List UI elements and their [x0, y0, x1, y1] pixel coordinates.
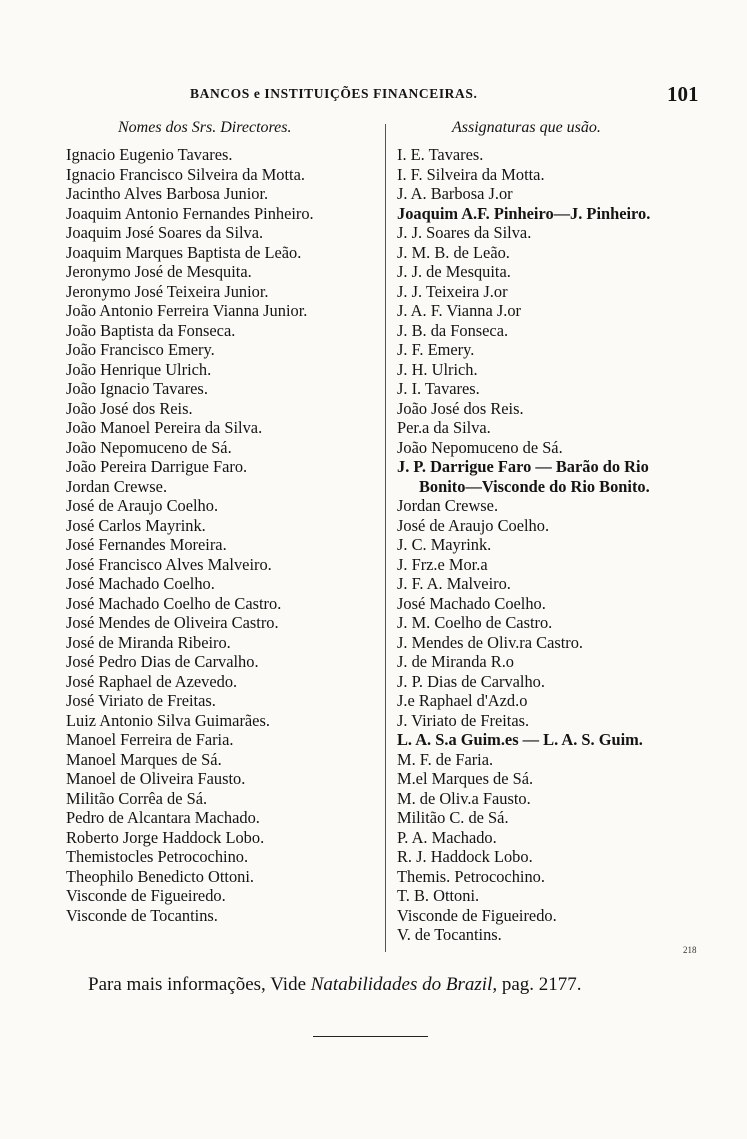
- signature-row: J. B. da Fonseca.: [397, 320, 509, 340]
- signature-row: J. I. Tavares.: [397, 379, 480, 398]
- director-name-row: Visconde de Tocantins.: [66, 905, 218, 925]
- signature-row: J. C. Mayrink.: [397, 535, 492, 554]
- director-name-row: João Nepomuceno de Sá.: [66, 437, 232, 457]
- director-name-row: Luiz Antonio Silva Guimarães.: [66, 710, 270, 730]
- director-name-row: José Mendes de Oliveira Castro.: [66, 613, 279, 632]
- page-title: BANCOS e INSTITUIÇÕES FINANCEIRAS.: [190, 86, 478, 101]
- director-name-row: José Raphael de Azevedo.: [66, 671, 238, 691]
- director-name-row: Ignacio Eugenio Tavares.: [66, 145, 233, 164]
- signature-row: J. A. F. Vianna J.or: [397, 301, 521, 320]
- director-name-row: Roberto Jorge Haddock Lobo.: [66, 827, 265, 847]
- directors-heading: Nomes dos Srs. Directores.: [118, 119, 292, 136]
- signature-row: J. M. B. de Leão.: [397, 242, 510, 262]
- signature-row: Militão C. de Sá.: [397, 808, 509, 827]
- footer-rule: [313, 1036, 428, 1037]
- signature-row: José Machado Coelho.: [397, 593, 546, 613]
- director-name-row: José de Araujo Coelho.: [66, 496, 219, 515]
- signature-row: João José dos Reis.: [397, 398, 524, 418]
- director-name-row: José Fernandes Moreira.: [66, 535, 227, 554]
- signature-row: J. J. Teixeira J.or: [397, 281, 508, 301]
- signature-row: Per.a da Silva.: [397, 418, 491, 437]
- director-name-row: José Pedro Dias de Carvalho.: [66, 652, 259, 671]
- signature-row: J. J. Soares da Silva.: [397, 223, 532, 242]
- footer-prefix: Para mais informações, Vide: [88, 974, 306, 995]
- director-name-row: João Henrique Ulrich.: [66, 359, 212, 379]
- director-name-row: Manoel Marques de Sá.: [66, 749, 222, 769]
- signature-row: J. H. Ulrich.: [397, 359, 478, 379]
- director-name-row: Ignacio Francisco Silveira da Motta.: [66, 164, 305, 184]
- director-name-row: Jeronymo José de Mesquita.: [66, 262, 252, 281]
- directors-column: [66, 145, 381, 925]
- signature-row: J. J. de Mesquita.: [397, 262, 511, 281]
- director-name-row: João Francisco Emery.: [66, 340, 215, 359]
- signature-row: J.e Raphael d'Azd.o: [397, 691, 528, 710]
- director-name-row: João Baptista da Fonseca.: [66, 320, 236, 340]
- signature-row: José de Araujo Coelho.: [397, 515, 550, 535]
- signature-row: M. F. de Faria.: [397, 749, 494, 769]
- page-number: 101: [667, 82, 699, 106]
- signature-row: T. B. Ottoni.: [397, 886, 480, 905]
- signature-row: Bonito—Visconde do Rio Bonito.: [419, 476, 650, 496]
- director-name-row: João Antonio Ferreira Vianna Junior.: [66, 301, 308, 320]
- director-name-row: João Ignacio Tavares.: [66, 379, 208, 398]
- signature-row: J. F. A. Malveiro.: [397, 574, 511, 593]
- signature-row: João Nepomuceno de Sá.: [397, 437, 563, 457]
- director-name-row: Jacintho Alves Barbosa Junior.: [66, 184, 269, 203]
- director-name-row: Jordan Crewse.: [66, 476, 168, 496]
- director-name-row: José Viriato de Freitas.: [66, 691, 216, 710]
- signature-row: J. P. Darrigue Faro — Barão do Rio: [397, 457, 649, 476]
- footer-suffix: pag. 2177.: [501, 974, 582, 995]
- column-divider: [385, 124, 386, 952]
- signature-row: Visconde de Figueiredo.: [397, 905, 557, 925]
- signature-row: J. A. Barbosa J.or: [397, 184, 513, 203]
- director-name-row: Militão Corrêa de Sá.: [66, 788, 208, 808]
- signature-row: J. Mendes de Oliv.ra Castro.: [397, 632, 584, 652]
- director-name-row: José Machado Coelho de Castro.: [66, 593, 282, 613]
- director-name-row: João José dos Reis.: [66, 398, 193, 418]
- director-name-row: Theophilo Benedicto Ottoni.: [66, 866, 255, 886]
- signature-row: J. Viriato de Freitas.: [397, 710, 530, 730]
- signature-row: J. P. Dias de Carvalho.: [397, 671, 545, 691]
- director-name-row: Jeronymo José Teixeira Junior.: [66, 281, 269, 301]
- director-name-row: João Pereira Darrigue Faro.: [66, 457, 248, 476]
- director-name-row: Pedro de Alcantara Machado.: [66, 808, 260, 827]
- director-name-row: José Francisco Alves Malveiro.: [66, 554, 272, 574]
- footer-reference-title: Natabilidades do Brazil,: [310, 974, 498, 995]
- director-name-row: Visconde de Figueiredo.: [66, 886, 226, 905]
- director-name-row: Manoel de Oliveira Fausto.: [66, 769, 246, 788]
- director-name-row: José Carlos Mayrink.: [66, 515, 206, 535]
- signature-row: I. F. Silveira da Motta.: [397, 164, 545, 184]
- signature-row: V. de Tocantins.: [397, 925, 502, 944]
- signature-row: L. A. S.a Guim.es — L. A. S. Guim.: [397, 730, 643, 749]
- director-name-row: Joaquim Antonio Fernandes Pinheiro.: [66, 203, 314, 223]
- signature-row: Joaquim A.F. Pinheiro—J. Pinheiro.: [397, 203, 651, 223]
- signatures-heading: Assignaturas que usão.: [452, 119, 601, 136]
- director-name-row: Themistocles Petrocochino.: [66, 847, 249, 866]
- director-name-row: João Manoel Pereira da Silva.: [66, 418, 263, 437]
- signature-row: J. Frz.e Mor.a: [397, 554, 488, 574]
- director-name-row: José de Miranda Ribeiro.: [66, 632, 231, 652]
- signature-row: J. F. Emery.: [397, 340, 475, 359]
- signature-row: J. de Miranda R.o: [397, 652, 514, 671]
- footer-note: [88, 974, 582, 996]
- signature-row: R. J. Haddock Lobo.: [397, 847, 533, 866]
- signature-row: M. de Oliv.a Fausto.: [397, 788, 531, 808]
- signature-row: J. M. Coelho de Castro.: [397, 613, 553, 632]
- signature-row: Jordan Crewse.: [397, 496, 499, 515]
- signature-row: M.el Marques de Sá.: [397, 769, 534, 788]
- page-header: [0, 80, 747, 110]
- signatures-column: [397, 145, 705, 945]
- director-name-row: José Machado Coelho.: [66, 574, 215, 593]
- signature-row: Themis. Petrocochino.: [397, 866, 545, 886]
- signature-row: I. E. Tavares.: [397, 145, 484, 164]
- signature-row: P. A. Machado.: [397, 827, 497, 847]
- director-name-row: Joaquim José Soares da Silva.: [66, 223, 264, 242]
- director-name-row: Manoel Ferreira de Faria.: [66, 730, 234, 749]
- stray-mark: 218: [683, 945, 697, 955]
- director-name-row: Joaquim Marques Baptista de Leão.: [66, 242, 302, 262]
